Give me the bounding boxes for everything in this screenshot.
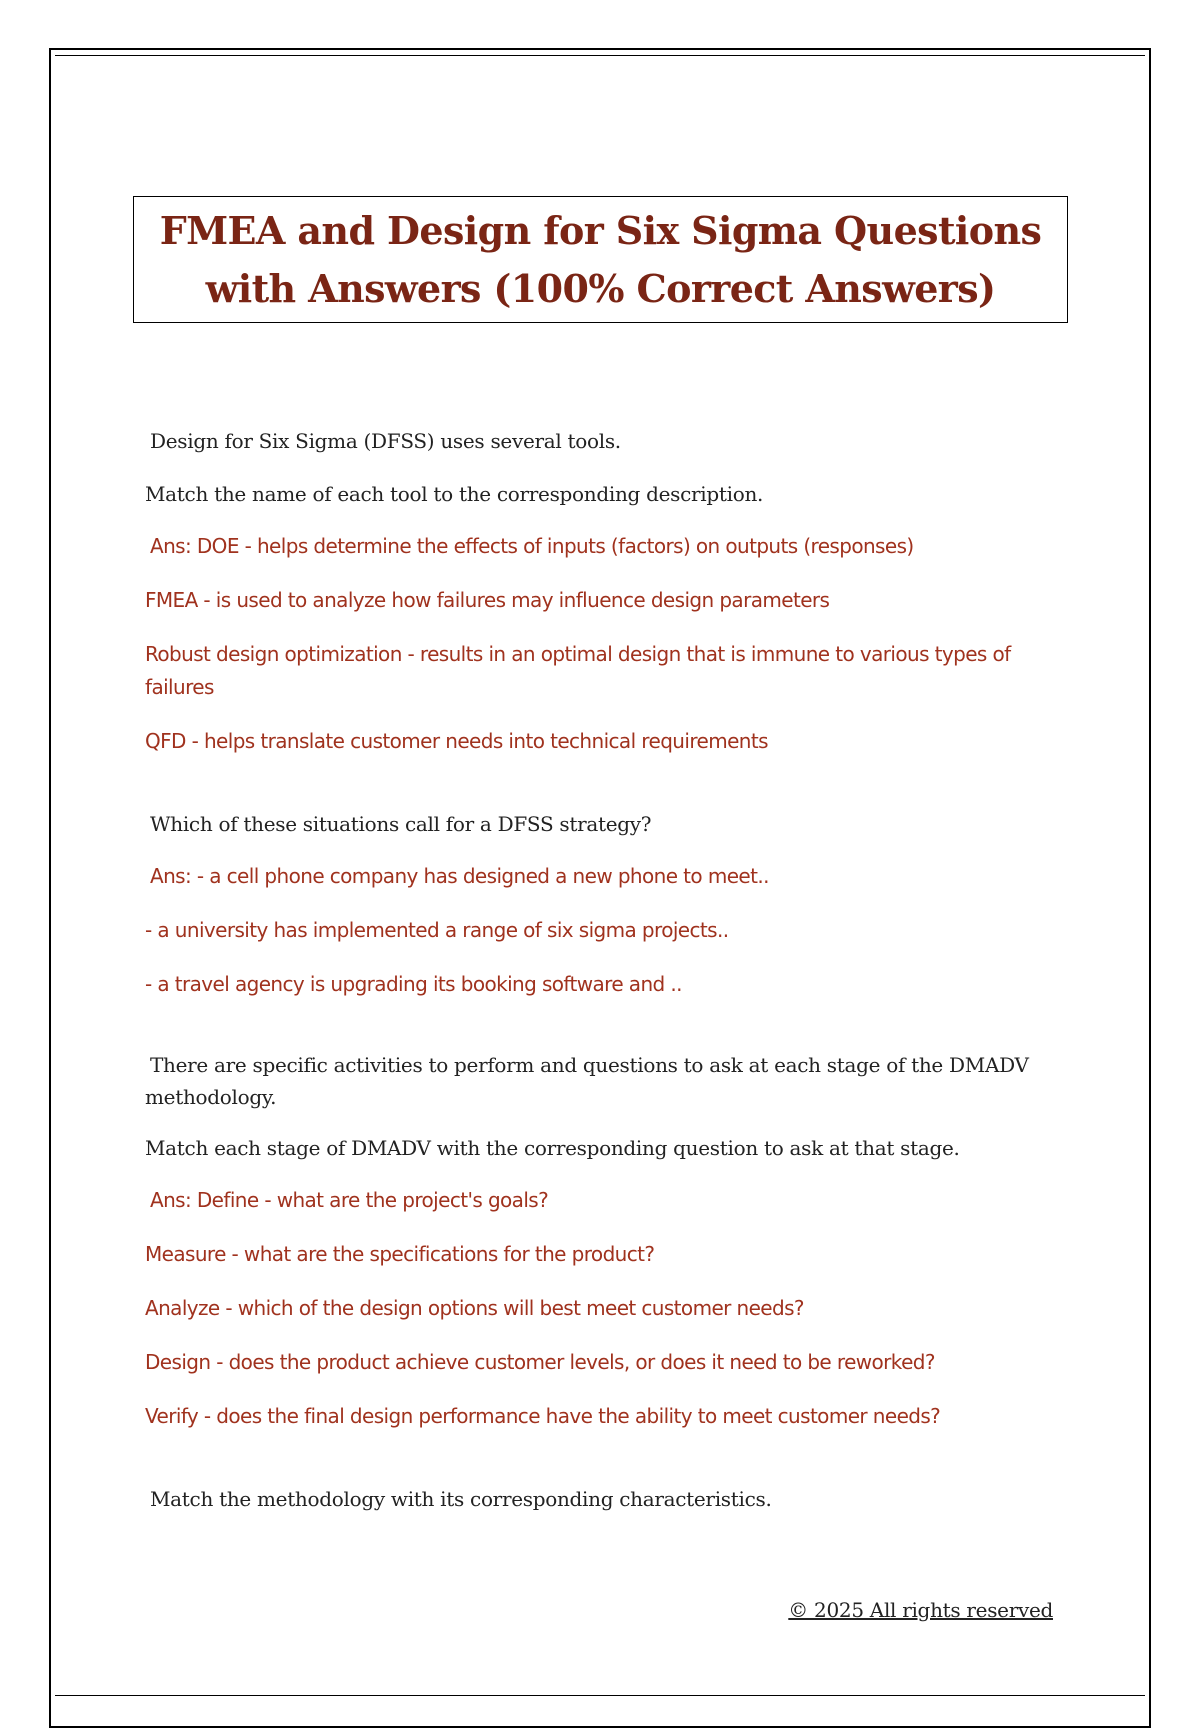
question-1-text: Design for Six Sigma (DFSS) uses several tools. [150,429,621,453]
title-line-1: FMEA and Design for Six Sigma Questions [159,207,1042,253]
answer-3-line-2: Measure - what are the specifications for the product? [145,1242,655,1266]
answer-3-line-5: Verify - does the final design performance have the ability to meet customer needs? [145,1404,941,1428]
answer-2-line-1: Ans: - a cell phone company has designed a new phone to meet.. [150,864,769,888]
answer-3-line-4: Design - does the product achieve customer levels, or does it need to be reworked? [145,1350,935,1374]
question-block-3 [145,1049,1065,1433]
answer-2-line-3: - a travel agency is upgrading its booking software and .. [145,972,682,996]
page-bottom-rule [55,1695,1145,1696]
answer-3-line-3: Analyze - which of the design options will best meet customer needs? [145,1296,804,1320]
question-4-text: Match the methodology with its corresponding characteristics. [150,1487,772,1511]
answer-3-line-1: Ans: Define - what are the project's goals? [150,1188,549,1212]
question-2-text: Which of these situations call for a DFSS strategy? [150,812,652,836]
title-line-2: with Answers (100% Correct Answers) [205,265,996,311]
question-3-instruction: Match each stage of DMADV with the corresponding question to ask at that stage. [145,1136,960,1160]
question-3-text: There are specific activities to perform and questions to ask at each stage of the DMADV methodology. [145,1053,1029,1109]
document-body [145,425,1065,1515]
title-box [133,196,1068,323]
answer-1-line-4: QFD - helps translate customer needs into technical requirements [145,729,768,753]
answer-1-line-2: FMEA - is used to analyze how failures may influence design parameters [145,588,830,612]
question-block-4 [145,1483,1065,1515]
question-block-2 [145,808,1065,1001]
question-block-1 [145,425,1065,758]
question-1-instruction: Match the name of each tool to the corresponding description. [145,482,764,506]
copyright-notice: © 2025 All rights reserved [788,1598,1053,1622]
answer-1-line-1: Ans: DOE - helps determine the effects of inputs (factors) on outputs (responses) [150,534,914,558]
answer-1-line-3: Robust design optimization - results in an optimal design that is immune to various types of failures [145,642,1011,699]
answer-2-line-2: - a university has implemented a range of six sigma projects.. [145,918,729,942]
